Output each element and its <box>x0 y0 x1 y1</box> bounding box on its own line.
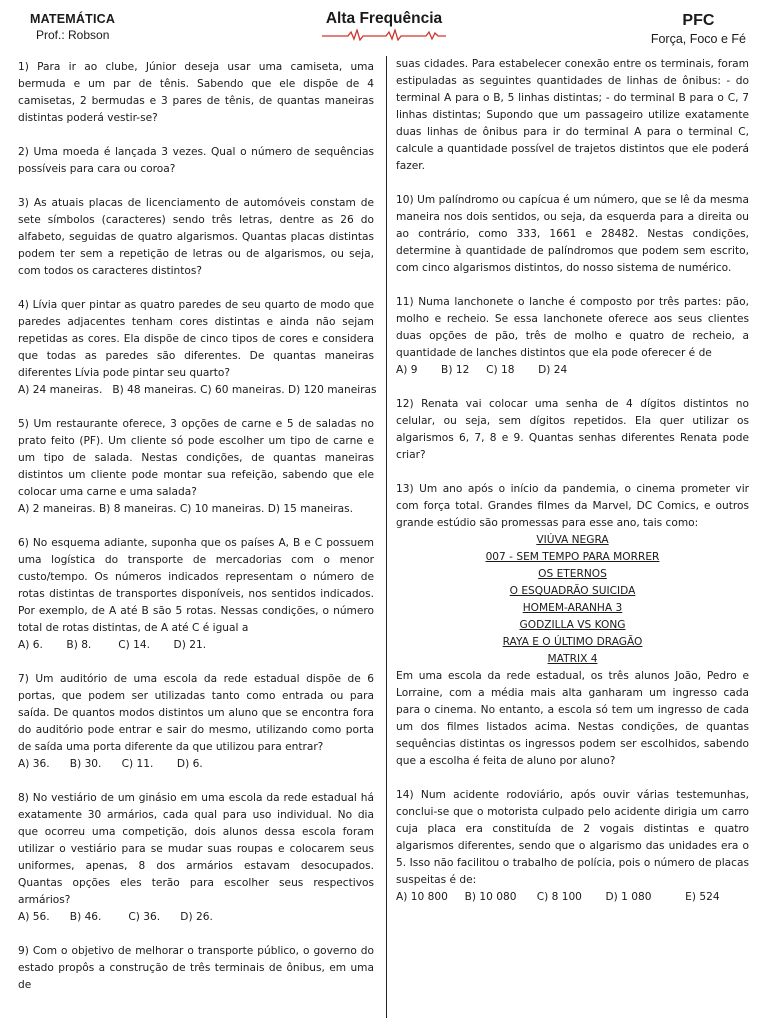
program-code: PFC <box>682 12 715 29</box>
question-9-text-continued: suas cidades. Para estabelecer conexão entre os terminais, foram estipuladas as seguintes quantidades de linhas de ônibus: - do terminal A para o B, 5 linhas distintas; - do terminal B para o C, 7 linhas distintas; Supondo que um passageiro utilize exatamente duas linhas de ônibus para ir do terminal A para o terminal C, calcule a quantidade possível de trajetos distintos que ele poderá fazer. <box>396 58 749 172</box>
question-8-text: 8) No vestiário de um ginásio em uma escola da rede estadual há exatamente 30 armários, cada qual para uso individual. No dia que ocorreu uma competição, dois alunos dessa escola foram utilizar o vestiário para se mudar suas roupas e colocarem seus uniformes, apenas, 8 dos armários estavam desocupados. Quantas opções eles terão para escolher seus respectivos armários? <box>18 792 374 906</box>
header-left <box>30 12 115 42</box>
question-7-options: A) 36. B) 30. C) 11. D) 6. <box>18 758 203 770</box>
question-12-text: 12) Renata vai colocar uma senha de 4 dígitos distintos no celular, ou seja, sem dígitos repetidos. Ela quer utilizar os algarismos 6, 7, 8 e 9. Quantas senhas diferentes Renata pode criar? <box>396 398 749 461</box>
movie-title: 007 - SEM TEMPO PARA MORRER <box>485 551 660 563</box>
question-2-text: 2) Uma moeda é lançada 3 vezes. Qual o número de sequências possíveis para cara ou coroa? <box>18 146 374 175</box>
right-column <box>396 56 749 923</box>
question-5-options: A) 2 maneiras. B) 8 maneiras. C) 10 maneiras. D) 15 maneiras. <box>18 503 353 515</box>
brand-title: Alta Frequência <box>325 10 443 27</box>
question-9-start <box>18 943 374 994</box>
question-1 <box>18 59 374 127</box>
question-1-text: 1) Para ir ao clube, Júnior deseja usar uma camiseta, uma bermuda e um par de tênis. Sabendo que ele dispõe de 4 camisetas, 2 bermudas e 3 pares de tênis, de quantas maneiras distintas poderá vestir-se? <box>18 61 374 124</box>
question-9-text-start: 9) Com o objetivo de melhorar o transporte público, o governo do estado propôs a construção de três terminais de ônibus, em uma de <box>18 945 374 991</box>
movie-title: RAYA E O ÚLTIMO DRAGÃO <box>502 636 643 648</box>
movie-title: VIÚVA NEGRA <box>536 534 609 546</box>
question-10-text: 10) Um palíndromo ou capícua é um número, que se lê da mesma maneira nos dois sentidos, ou seja, da esquerda para a direita ou ao contrário, como 333, 1661 e 28482. Nestas condições, determine à quantidade de palíndromos que podem sem escrito, com cinco algarismos distintos, do nosso sistema de numérico. <box>396 194 749 274</box>
movie-title: MATRIX 4 <box>547 653 598 665</box>
question-13 <box>396 481 749 770</box>
subject-title: MATEMÁTICA <box>30 12 116 26</box>
movie-title: OS ETERNOS <box>538 568 607 580</box>
left-column <box>18 59 377 1011</box>
question-10 <box>396 192 749 277</box>
movie-title: HOMEM-ARANHA 3 <box>522 602 623 614</box>
teacher-name: Prof.: Robson <box>36 28 110 42</box>
question-6-options: A) 6. B) 8. C) 14. D) 21. <box>18 639 207 651</box>
question-3-text: 3) As atuais placas de licenciamento de automóveis constam de sete símbolos (caracteres) sendo três letras, dentre as 26 do alfabeto, seguidas de quatro algarismos. Quantas placas distintas podem ter sem a repetição de letras ou de algarismos, ou seja, com todos os caracteres distintos? <box>18 197 374 277</box>
question-13-text: 13) Um ano após o início da pandemia, o cinema prometer vir com força total. Grandes filmes da Marvel, DC Comics, e outros grande estúdio são promessas para esse ano, tais como: <box>396 483 749 529</box>
question-3 <box>18 195 374 280</box>
question-8 <box>18 790 374 926</box>
question-2 <box>18 144 374 178</box>
question-5 <box>18 416 374 518</box>
question-9-continued <box>396 56 749 175</box>
question-6 <box>18 535 374 654</box>
program-motto: Força, Foco e Fé <box>650 32 746 46</box>
header-center <box>300 10 468 41</box>
heartbeat-icon <box>322 29 446 41</box>
question-5-text: 5) Um restaurante oferece, 3 opções de carne e 5 de saladas no prato feito (PF). Um cliente só pode escolher um tipo de carne e um tipo de salada. Nestas condições, de quantas maneiras distintos um cliente pode montar sua refeição, sabendo que ele colocar uma carne e uma salada? <box>18 418 374 498</box>
question-11 <box>396 294 749 379</box>
question-11-options: A) 9 B) 12 C) 18 D) 24 <box>396 364 568 376</box>
question-12 <box>396 396 749 464</box>
question-7 <box>18 671 374 773</box>
header-right <box>651 12 746 46</box>
question-11-text: 11) Numa lanchonete o lanche é composto por três partes: pão, molho e recheio. Se essa lanchonete oferece aos seus clientes duas opções de pão, três de molho e quatro de recheio, a quantidade de lanches distintos que ela pode oferecer é de <box>396 296 749 359</box>
question-6-text: 6) No esquema adiante, suponha que os países A, B e C possuem uma logística do transporte de mercadorias com o menor custo/tempo. Os números indicados representam o número de rotas distintas de transportes disponíveis, nos sentidos indicados. Por exemplo, de A até B são 5 rotas. Nessas condições, o número total de rotas distintas, de A até C é igual a <box>18 537 374 634</box>
question-4-options: A) 24 maneiras. B) 48 maneiras. C) 60 maneiras. D) 120 maneiras <box>18 384 377 396</box>
question-4 <box>18 297 377 399</box>
question-14-options: A) 10 800 B) 10 080 C) 8 100 D) 1 080 E) 524 <box>396 891 720 903</box>
question-7-text: 7) Um auditório de uma escola da rede estadual dispõe de 6 portas, que podem ser utilizadas tanto como entrada ou para saída. De quantos modos distintos um aluno que se encontra fora do auditório pode entrar e sair do mesmo, utilizando como porta de saída uma porta diferente da que utilizou para entrar? <box>18 673 374 753</box>
question-14 <box>396 787 749 906</box>
movie-title: O ESQUADRÃO SUICIDA <box>509 585 636 597</box>
column-divider <box>386 56 387 1018</box>
question-4-text: 4) Lívia quer pintar as quatro paredes de seu quarto de modo que paredes adjacentes tenham cores distintas e ainda não sejam repetidas as cores. Ela dispõe de cinco tipos de cores e considera que todas as paredes são diferentes. De quantas maneiras diferentes Lívia pode pintar seu quarto? <box>18 299 374 379</box>
movie-list <box>396 532 749 668</box>
movie-title: GODZILLA VS KONG <box>519 619 626 631</box>
question-13-text-continued: Em uma escola da rede estadual, os três alunos João, Pedro e Lorraine, com a média mais alta ganharam um ingresso cada para o cinema. No entanto, a escola só tem um ingresso de cada um dos filmes listados acima. Nestas condições, de quantas sequências distintas os ingressos podem ser escolhidos, sabendo que a escolha é feita de aluno por aluno? <box>396 670 749 767</box>
question-14-text: 14) Num acidente rodoviário, após ouvir várias testemunhas, conclui-se que o motorista culpado pelo acidente dirigia um carro cuja placa era constituída de 2 vogais distintas e quatro algarismos diferentes, sendo que o algarismo das unidades era o 5. Isso não facilitou o trabalho de polícia, pois o número de placas suspeitas é de: <box>396 789 749 886</box>
question-8-options: A) 56. B) 46. C) 36. D) 26. <box>18 911 213 923</box>
